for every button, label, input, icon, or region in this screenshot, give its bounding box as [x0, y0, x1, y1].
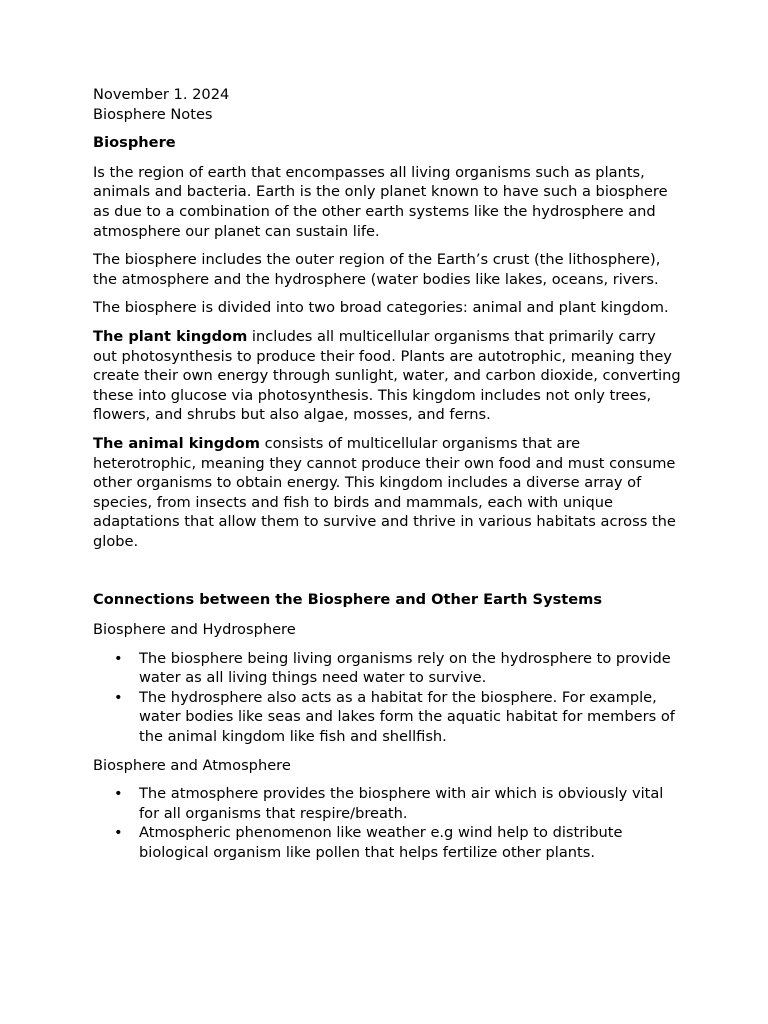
- subheading-atmosphere: Biosphere and Atmosphere: [93, 756, 291, 774]
- bullet-list-atmosphere: [93, 784, 683, 862]
- bullet-icon: •: [114, 688, 123, 706]
- paragraph-plant-kingdom: [93, 327, 683, 425]
- bullet-icon: •: [114, 785, 123, 803]
- bullet-icon: •: [114, 824, 123, 842]
- list-item-text: The hydrosphere also acts as a habitat for the biosphere. For example, water bodies like seas and lakes form the aquatic habitat for members of the animal kingdom like fish and shellfish.: [139, 688, 675, 746]
- list-item-text: Atmospheric phenomenon like weather e.g wind help to distribute biological organism like pollen that helps fertilize other plants.: [139, 824, 623, 861]
- list-item-text: The biosphere being living organisms rely on the hydrosphere to provide water as all living things need water to survive.: [139, 649, 671, 687]
- bullet-icon: •: [114, 649, 123, 667]
- paragraph-components: The biosphere includes the outer region of the Earth’s crust (the lithosphere), the atmosphere and the hydrosphere (water bodies like lakes, oceans, rivers.: [93, 251, 661, 288]
- animal-kingdom-term: The animal kingdom: [93, 434, 260, 452]
- plant-kingdom-term: The plant kingdom: [93, 327, 248, 345]
- plant-kingdom-text: includes all multicellular organisms that primarily carry out photosynthesis to produce their food. Plants are autotrophic, meaning they create their own energy through sunlight, water, and carbon dioxide, converting these into glucose via photosynthesis. This kingdom includes not only trees, flowers, and shrubs but also algae, mosses, and ferns.: [93, 327, 681, 424]
- document-page: [93, 85, 683, 872]
- paragraph-animal-kingdom: [93, 434, 683, 552]
- list-item: [93, 649, 683, 688]
- subheading-hydrosphere: Biosphere and Hydrosphere: [93, 621, 296, 639]
- document-date: November 1. 2024: [93, 86, 230, 103]
- blank-line: [93, 560, 683, 590]
- paragraph-definition: Is the region of earth that encompasses all living organisms such as plants, animals and bacteria. Earth is the only planet known to have such a biosphere as due to a combination of the other earth systems like the hydrosphere and atmosphere our planet can sustain life.: [93, 163, 668, 240]
- paragraph-categories: The biosphere is divided into two broad categories: animal and plant kingdom.: [93, 299, 669, 317]
- section-heading-biosphere: Biosphere: [93, 134, 176, 152]
- list-item-text: The atmosphere provides the biosphere with air which is obviously vital for all organisms that respire/breath.: [139, 785, 664, 822]
- section-heading-connections: Connections between the Biosphere and Other Earth Systems: [93, 591, 603, 609]
- list-item: [93, 823, 683, 862]
- animal-kingdom-text: consists of multicellular organisms that are heterotrophic, meaning they cannot produce their own food and must consume other organisms to obtain energy. This kingdom includes a diverse array of species, from insects and fish to birds and mammals, each with unique adaptations that allow them to survive and thrive in various habitats across the globe.: [93, 434, 676, 550]
- list-item: [93, 784, 683, 823]
- list-item: [93, 688, 683, 747]
- document-subtitle: Biosphere Notes: [93, 105, 213, 123]
- bullet-list-hydrosphere: [93, 649, 683, 747]
